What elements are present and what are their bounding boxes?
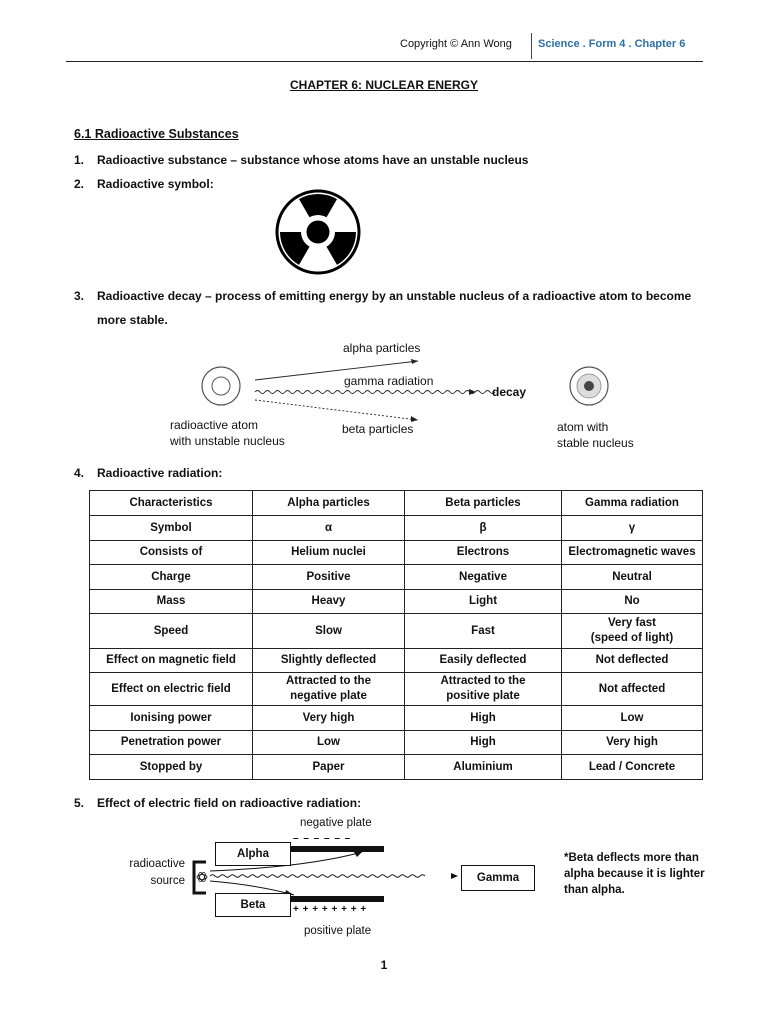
table-row-label: Stopped by — [90, 755, 253, 780]
table-cell: Positive — [253, 565, 405, 590]
gamma-wave — [255, 391, 495, 394]
stable-atom-label-line2: stable nucleus — [557, 436, 634, 450]
header-subject: Science . Form 4 . Chapter 6 — [538, 38, 686, 50]
section-heading: 6.1 Radioactive Substances — [74, 127, 239, 141]
negative-plate-label: negative plate — [300, 817, 372, 829]
table-cell: Not deflected — [562, 649, 703, 673]
table-row-label: Penetration power — [90, 731, 253, 755]
positive-plate — [288, 896, 384, 902]
decay-label: decay — [492, 385, 527, 399]
table-cell: Helium nuclei — [253, 541, 405, 565]
table-cell: Low — [562, 706, 703, 731]
positive-signs: + + + + + + + + — [293, 904, 367, 915]
table-row-label: Charge — [90, 565, 253, 590]
alpha-particles-label: alpha particles — [343, 341, 421, 355]
table-cell: Very high — [253, 706, 405, 731]
table-cell: Electrons — [405, 541, 562, 565]
table-cell: Not affected — [562, 673, 703, 706]
table-cell: Easily deflected — [405, 649, 562, 673]
table-cell: Heavy — [253, 590, 405, 614]
beta-arrow — [255, 400, 418, 420]
table-cell: β — [405, 516, 562, 541]
table-cell: Lead / Concrete — [562, 755, 703, 780]
item-4-text: Radioactive radiation: — [97, 466, 223, 480]
table-header-cell: Characteristics — [90, 491, 253, 516]
table-row-label: Ionising power — [90, 706, 253, 731]
table-row — [90, 731, 703, 755]
table-row-label: Effect on electric field — [90, 673, 253, 706]
item-1-text: Radioactive substance – substance whose atoms have an unstable nucleus — [97, 153, 529, 167]
radioactive-atom-label-line1: radioactive atom — [170, 418, 259, 432]
source-label-line1: radioactive — [129, 858, 185, 870]
stable-atom-icon — [570, 367, 608, 405]
table-cell: Slightly deflected — [253, 649, 405, 673]
table-row-label: Consists of — [90, 541, 253, 565]
table-cell: High — [405, 731, 562, 755]
table-row-label: Symbol — [90, 516, 253, 541]
radioactive-symbol-icon — [266, 188, 370, 276]
table-row-label: Effect on magnetic field — [90, 649, 253, 673]
table-cell: Attracted to the positive plate — [405, 673, 562, 706]
radioactive-atom-label-line2: with unstable nucleus — [170, 434, 285, 448]
beta-particles-label: beta particles — [342, 422, 414, 436]
table-cell: Attracted to the negative plate — [253, 673, 405, 706]
beta-box: Beta — [215, 893, 291, 917]
gamma-path — [210, 875, 425, 878]
table-cell: High — [405, 706, 562, 731]
table-cell: γ — [562, 516, 703, 541]
beta-note: *Beta deflects more than alpha because it is lighter than alpha. — [564, 852, 705, 896]
item-3-text: Radioactive decay – process of emitting energy by an unstable nucleus of a radioactive atom to become — [97, 289, 692, 303]
radioactive-atom-icon — [202, 367, 240, 405]
table-cell: Slow — [253, 614, 405, 649]
item-2-number: 2. — [74, 177, 85, 191]
table-cell: Low — [253, 731, 405, 755]
negative-signs: – – – – – – — [293, 833, 352, 844]
item-5-number: 5. — [74, 796, 85, 810]
item-3-number: 3. — [74, 289, 85, 303]
table-cell: Light — [405, 590, 562, 614]
table-cell: Aluminium — [405, 755, 562, 780]
item-3-text-continued: more stable. — [97, 313, 168, 327]
source-label-line2: source — [150, 875, 185, 887]
table-cell: Fast — [405, 614, 562, 649]
table-cell: Neutral — [562, 565, 703, 590]
alpha-box: Alpha — [215, 842, 291, 866]
table-cell: α — [253, 516, 405, 541]
table-cell: Paper — [253, 755, 405, 780]
table-header-cell: Gamma radiation — [562, 491, 703, 516]
item-2-text: Radioactive symbol: — [97, 177, 214, 191]
header-rule — [66, 61, 703, 62]
table-header-cell: Beta particles — [405, 491, 562, 516]
table-row-label: Speed — [90, 614, 253, 649]
table-row — [90, 649, 703, 673]
page-number: 1 — [380, 958, 388, 972]
item-5-text: Effect of electric field on radioactive radiation: — [97, 796, 362, 810]
table-header-row — [90, 491, 703, 516]
table-cell: Very high — [562, 731, 703, 755]
table-row — [90, 706, 703, 731]
atom-icon — [197, 871, 207, 882]
table-row — [90, 565, 703, 590]
table-row-label: Mass — [90, 590, 253, 614]
table-row — [90, 614, 703, 649]
item-4-number: 4. — [74, 466, 85, 480]
negative-plate — [288, 846, 384, 852]
chapter-title: CHAPTER 6: NUCLEAR ENERGY — [289, 78, 478, 92]
stable-atom-label-line1: atom with — [557, 420, 609, 434]
table-cell: Very fast (speed of light) — [562, 614, 703, 649]
header-copyright: Copyright © Ann Wong — [400, 38, 512, 50]
table-row — [90, 590, 703, 614]
table-row — [90, 541, 703, 565]
table-row — [90, 516, 703, 541]
table-cell: No — [562, 590, 703, 614]
gamma-box: Gamma — [461, 865, 535, 891]
item-1-number: 1. — [74, 153, 85, 167]
table-row — [90, 755, 703, 780]
table-row — [90, 673, 703, 706]
table-cell: Electromagnetic waves — [562, 541, 703, 565]
radiation-table — [89, 490, 703, 780]
gamma-radiation-label: gamma radiation — [344, 374, 434, 388]
header-separator — [531, 33, 532, 59]
positive-plate-label: positive plate — [304, 925, 372, 937]
table-header-cell: Alpha particles — [253, 491, 405, 516]
table-cell: Negative — [405, 565, 562, 590]
